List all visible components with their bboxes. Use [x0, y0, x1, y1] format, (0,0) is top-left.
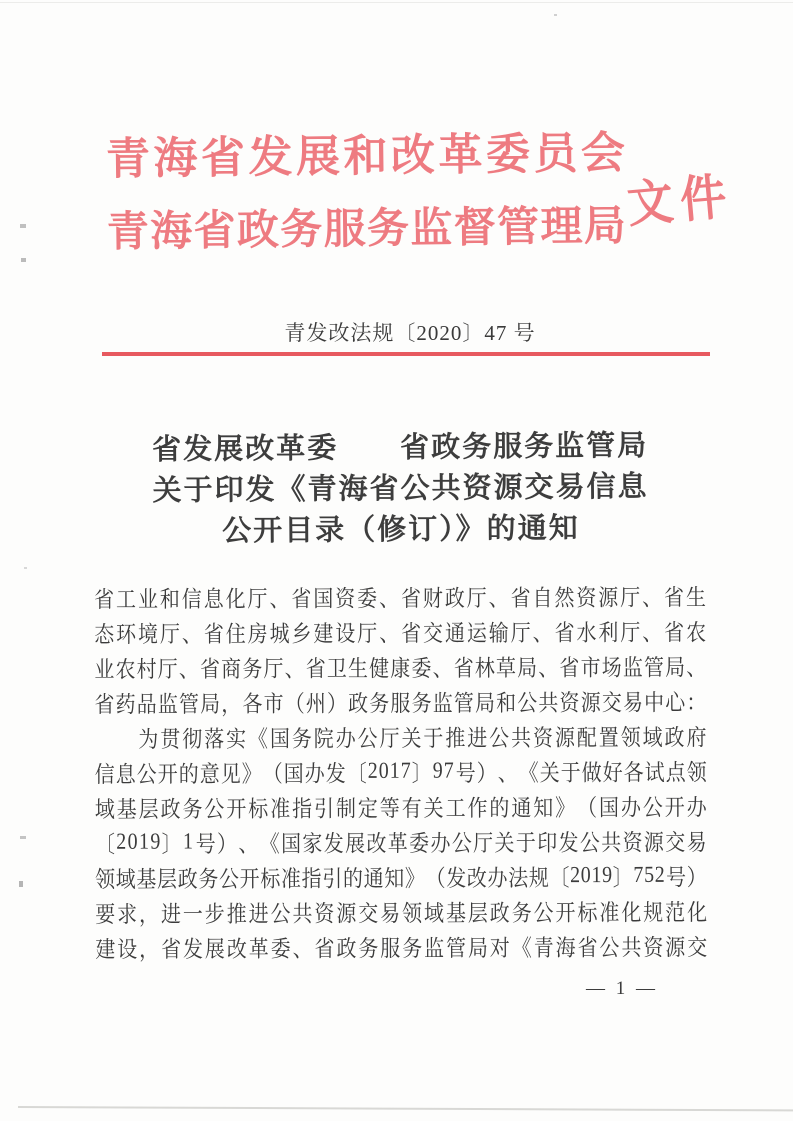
- body-line: 态 环 境 厅 、 省 住 房 城 乡 建 设 厅 、 省 交 通 运 输 厅 、 省 水 利 厅 、 省 农: [94, 620, 707, 649]
- body-line: 域 基 层 政 务 公 开 标 准 指 引 制 定 等 有 关 工 作 的 通 知 》 （ 国 办 公 开 办: [94, 795, 707, 824]
- body-line: 为 贯 彻 落 实 《 国 务 院 办 公 厅 关 于 推 进 公 共 资 源 配 置 领 域 政 府: [138, 725, 707, 753]
- scan-artifact: [554, 14, 557, 16]
- document-title-line-3: 公开目录（修订）》的通知: [221, 512, 580, 548]
- doc-number: 青发改法规〔2020〕47 号: [284, 321, 536, 345]
- body-line: 建 设 ， 省 发 展 改 革 委 、 省 政 务 服 务 监 管 局 对 《 青 海 省 公 共 资 源 交: [95, 935, 708, 964]
- page-number: — 1 —: [586, 978, 658, 999]
- body-line: 业 农 村 厅 、 省 商 务 厅 、 省 卫 生 健 康 委 、 省 林 草 局 、 省 市 场 监 管 局 、: [94, 655, 707, 684]
- document-title-line-1: 省发展改革委 省政务服务监管局: [152, 429, 649, 467]
- body-line: 信 息 公 开 的 意 见 》 （ 国 办 发 〔 2 0 1 7 〕 9 7 号 ） 、 《 关 于 做 好 各 试 点 领: [94, 758, 707, 789]
- body-line: 省 药 品 监 管 局 ， 各 市 （ 州 ） 政 务 服 务 监 管 局 和 公 共 资 源 交 易 中 心 ：: [94, 690, 707, 719]
- scan-artifact: [20, 224, 26, 228]
- body-line: 〔 2 0 1 9 〕 1 号 ） 、 《 国 家 发 展 改 革 委 办 公 厅 关 于 印 发 公 共 资 源 交 易: [94, 828, 707, 859]
- body-line: 领 域 基 层 政 务 公 开 标 准 指 引 的 通 知 》 （ 发 改 办 法 规 〔 2 0 1 9 〕 7 5 2 号 ）: [95, 862, 707, 894]
- agency-name-line-1: 青 海 省 发 展 和 改 革 委 员 会: [105, 128, 626, 184]
- scan-artifact: [20, 836, 26, 839]
- scan-artifact: [24, 567, 27, 569]
- doc-type-label: 文件: [625, 168, 736, 233]
- body-line: 省 工 业 和 信 息 化 厅 、 省 国 资 委 、 省 财 政 厅 、 省 自 然 资 源 厅 、 省 生: [94, 585, 707, 614]
- body-line: 要 求 ， 进 一 步 推 进 公 共 资 源 交 易 领 域 基 层 政 务 公 开 标 准 化 规 范 化: [95, 900, 708, 929]
- document-title-line-2: 关于印发《青海省公共资源交易信息: [152, 470, 649, 508]
- red-divider-line: [102, 352, 710, 356]
- document-title: [94, 425, 707, 553]
- body-paragraphs: [94, 578, 707, 965]
- scan-edge-top: [0, 2, 793, 3]
- scan-artifact: [19, 881, 23, 887]
- scan-edge-bottom: [18, 1106, 793, 1111]
- agency-name-line-2: 青 海 省 政 务 服 务 监 督 管 理 局: [106, 203, 627, 256]
- scan-artifact: [21, 258, 26, 262]
